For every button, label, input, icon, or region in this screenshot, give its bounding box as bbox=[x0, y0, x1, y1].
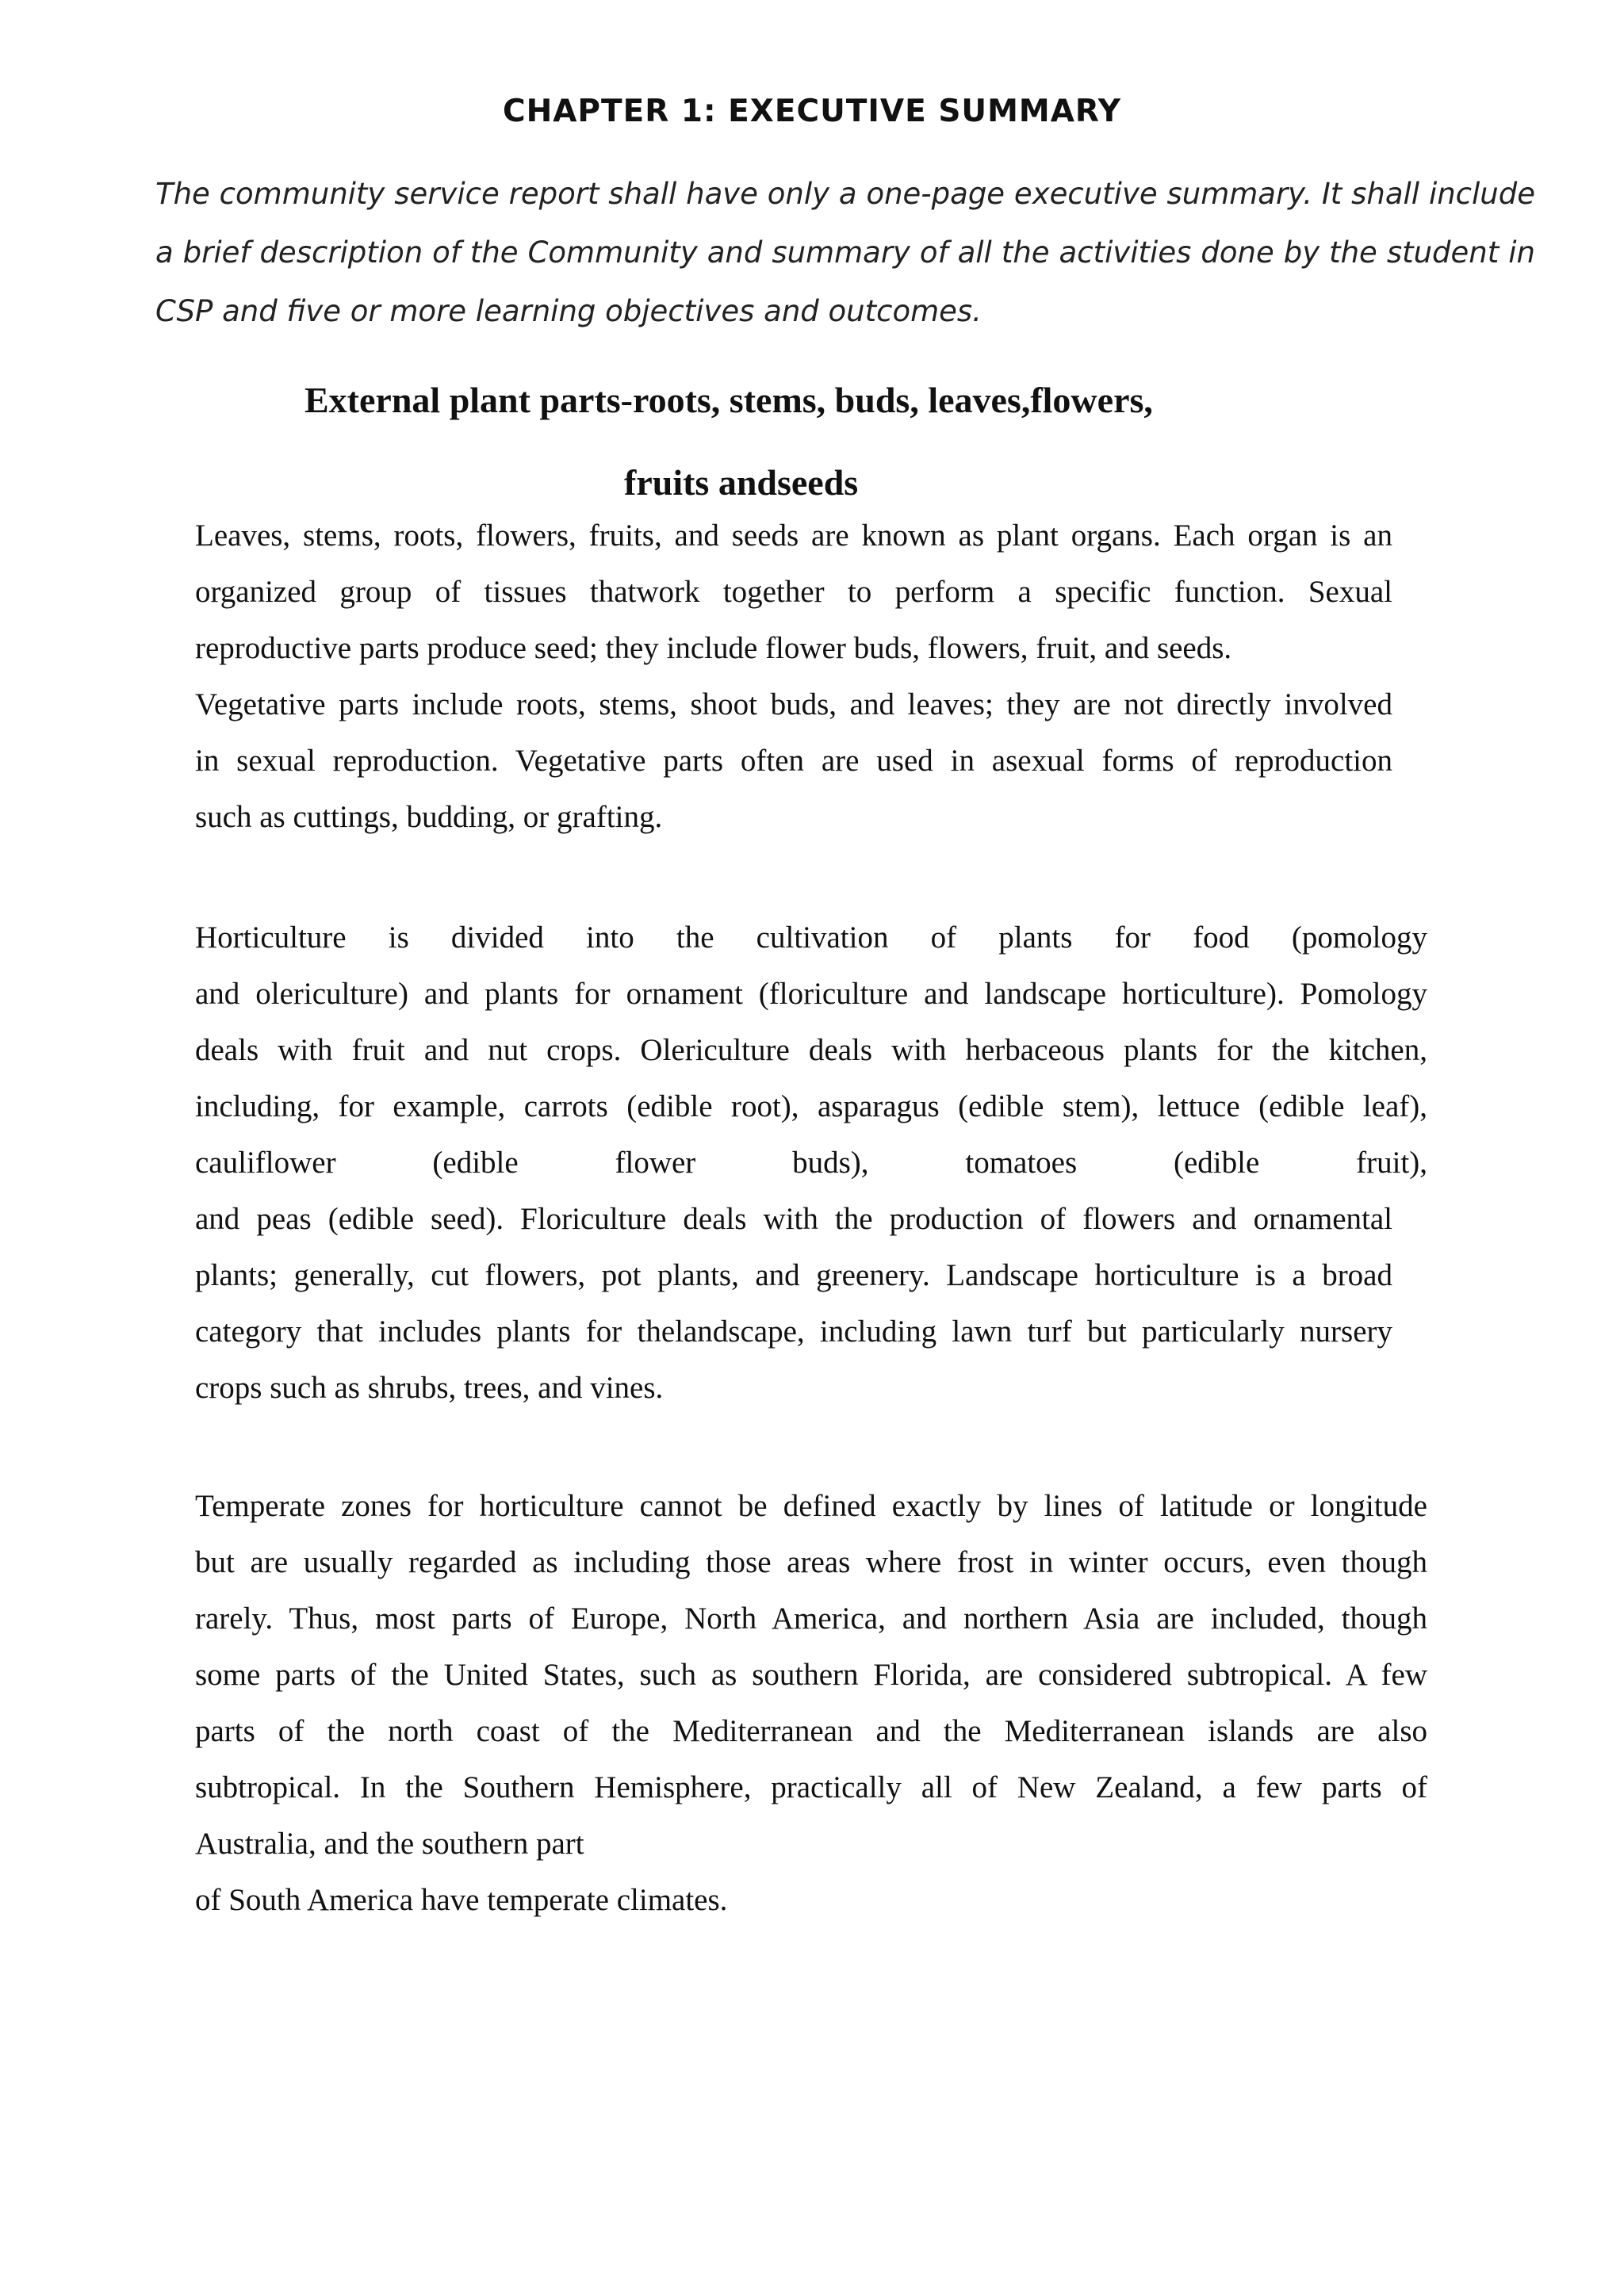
paragraph-line: Temperate zones for horticulture cannot be defined exactly by lines of latitude or longitude bbox=[195, 1489, 1427, 1523]
paragraph-line: subtropical. In the Southern Hemisphere, practically all of New Zealand, a few parts of bbox=[195, 1770, 1427, 1804]
paragraph-line: but are usually regarded as including those areas where frost in winter occurs, even though bbox=[195, 1545, 1427, 1579]
paragraph-line: parts of the north coast of the Mediterranean and the Mediterranean islands are also bbox=[195, 1714, 1427, 1748]
section-heading-line-2: fruits andseeds bbox=[624, 462, 859, 503]
paragraph-line: and olericulture) and plants for ornament (floriculture and landscape horticulture). Pomology bbox=[195, 977, 1427, 1011]
paragraph-line: rarely. Thus, most parts of Europe, North America, and northern Asia are included, though bbox=[195, 1601, 1427, 1636]
paragraph-line: some parts of the United States, such as southern Florida, are considered subtropical. A few bbox=[195, 1658, 1427, 1692]
paragraph-temperate-zones bbox=[195, 1478, 1427, 1928]
paragraph-line: reproductive parts produce seed; they include flower buds, flowers, fruit, and seeds. bbox=[195, 631, 1232, 665]
paragraph-line: category that includes plants for thelandscape, including lawn turf but particularly nursery bbox=[195, 1314, 1392, 1349]
paragraph-line: such as cuttings, budding, or grafting. bbox=[195, 800, 663, 834]
paragraph-line: organized group of tissues thatwork together to perform a specific function. Sexual bbox=[195, 575, 1392, 609]
paragraph-line: crops such as shrubs, trees, and vines. bbox=[195, 1371, 664, 1405]
paragraph-line: Vegetative parts include roots, stems, shoot buds, and leaves; they are not directly involved bbox=[195, 687, 1392, 721]
paragraph-line: plants; generally, cut flowers, pot plants, and greenery. Landscape horticulture is a broad bbox=[195, 1258, 1392, 1292]
paragraph-line: including, for example, carrots (edible root), asparagus (edible stem), lettuce (edible leaf), bbox=[195, 1089, 1427, 1123]
executive-summary-instructions: The community service report shall have only a one-page executive summary. It shall include a brief description of the Community and summary of all the activities done by the student in CSP and five or more learning objectives and outcomes. bbox=[155, 177, 1535, 328]
paragraph-line: Australia, and the southern part bbox=[195, 1827, 584, 1861]
paragraph-plant-organs bbox=[195, 507, 1392, 845]
paragraph-line: in sexual reproduction. Vegetative parts often are used in asexual forms of reproduction bbox=[195, 744, 1392, 778]
paragraph-line: deals with fruit and nut crops. Olericulture deals with herbaceous plants for the kitchen, bbox=[195, 1033, 1427, 1067]
chapter-title: CHAPTER 1: EXECUTIVE SUMMARY bbox=[502, 94, 1122, 129]
paragraph-line: of South America have temperate climates. bbox=[195, 1883, 728, 1917]
paragraph-line: Horticulture is divided into the cultivation of plants for food (pomology bbox=[195, 920, 1427, 955]
paragraph-line: Leaves, stems, roots, flowers, fruits, and seeds are known as plant organs. Each organ is an bbox=[195, 519, 1392, 553]
section-heading-line-1: External plant parts-roots, stems, buds, leaves,flowers, bbox=[304, 380, 1153, 420]
paragraph-horticulture bbox=[195, 909, 1427, 1416]
paragraph-line: and peas (edible seed). Floriculture deals with the production of flowers and ornamental bbox=[195, 1202, 1392, 1236]
paragraph-line: cauliflower (edible flower buds), tomatoes (edible fruit), bbox=[195, 1146, 1427, 1180]
